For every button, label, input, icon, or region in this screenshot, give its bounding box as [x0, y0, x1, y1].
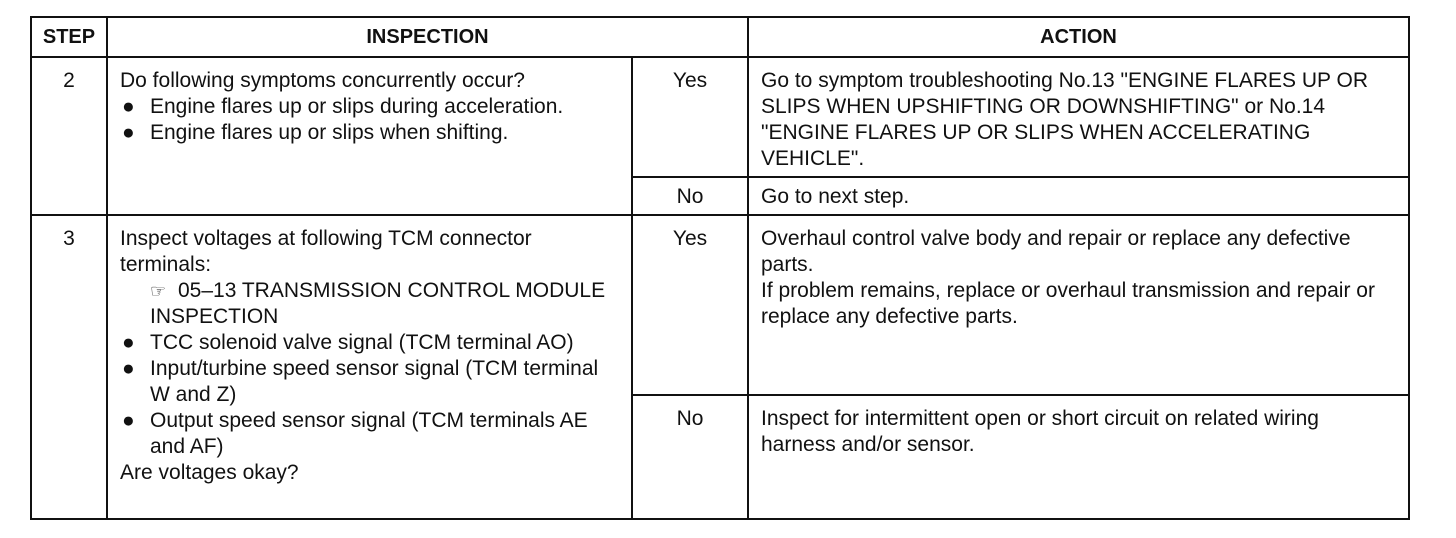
reference-hand-icon: ☞ [150, 281, 167, 301]
bullet-icon: ● [122, 95, 135, 118]
no-action: Go to next step. [748, 177, 1409, 215]
inspection-cell [107, 57, 632, 215]
inspection-cell [107, 215, 632, 519]
step-number: 3 [31, 215, 107, 519]
no-label: No [632, 177, 748, 215]
step-header: STEP [31, 17, 107, 57]
no-action: Inspect for intermittent open or short circuit on related wiring harness and/or sensor. [748, 395, 1409, 519]
step-number: 2 [31, 57, 107, 215]
troubleshooting-table [30, 16, 1410, 520]
table-row [31, 215, 1409, 395]
inspection-bullet: ● Engine flares up or slips when shifting. [122, 121, 509, 144]
yes-label: Yes [632, 57, 748, 177]
bullet-icon: ● [122, 357, 135, 380]
inspection-header: INSPECTION [107, 17, 748, 57]
yes-action: Go to symptom troubleshooting No.13 "ENGINE FLARES UP OR SLIPS WHEN UPSHIFTING OR DOWNSHIFTING" or No.14 "ENGINE FLARES UP OR SLIPS WHEN ACCELERATING VEHICLE". [748, 57, 1409, 177]
table-row [31, 57, 1409, 177]
yes-label: Yes [632, 215, 748, 395]
inspection-bullet: ● Output speed sensor signal (TCM terminals AE and AF) [122, 409, 588, 458]
inspection-bullet: ● Input/turbine speed sensor signal (TCM terminal W and Z) [122, 357, 599, 406]
closing-question: Are voltages okay? [120, 461, 299, 484]
reference-note: ☞ 05–13 TRANSMISSION CONTROL MODULE INSPECTION [150, 279, 606, 328]
action-header: ACTION [748, 17, 1409, 57]
header-row [31, 17, 1409, 57]
inspection-bullet: ● Engine flares up or slips during acceleration. [122, 95, 564, 118]
no-label: No [632, 395, 748, 519]
yes-action: Overhaul control valve body and repair or replace any defective parts. If problem remains, replace or overhaul transmission and repair or replace any defective parts. [748, 215, 1409, 395]
inspection-question: Do following symptoms concurrently occur? [120, 69, 525, 92]
bullet-icon: ● [122, 409, 135, 432]
inspection-question: Inspect voltages at following TCM connector terminals: [120, 227, 532, 276]
bullet-icon: ● [122, 331, 135, 354]
inspection-bullet: ● TCC solenoid valve signal (TCM terminal AO) [122, 331, 574, 354]
bullet-icon: ● [122, 121, 135, 144]
